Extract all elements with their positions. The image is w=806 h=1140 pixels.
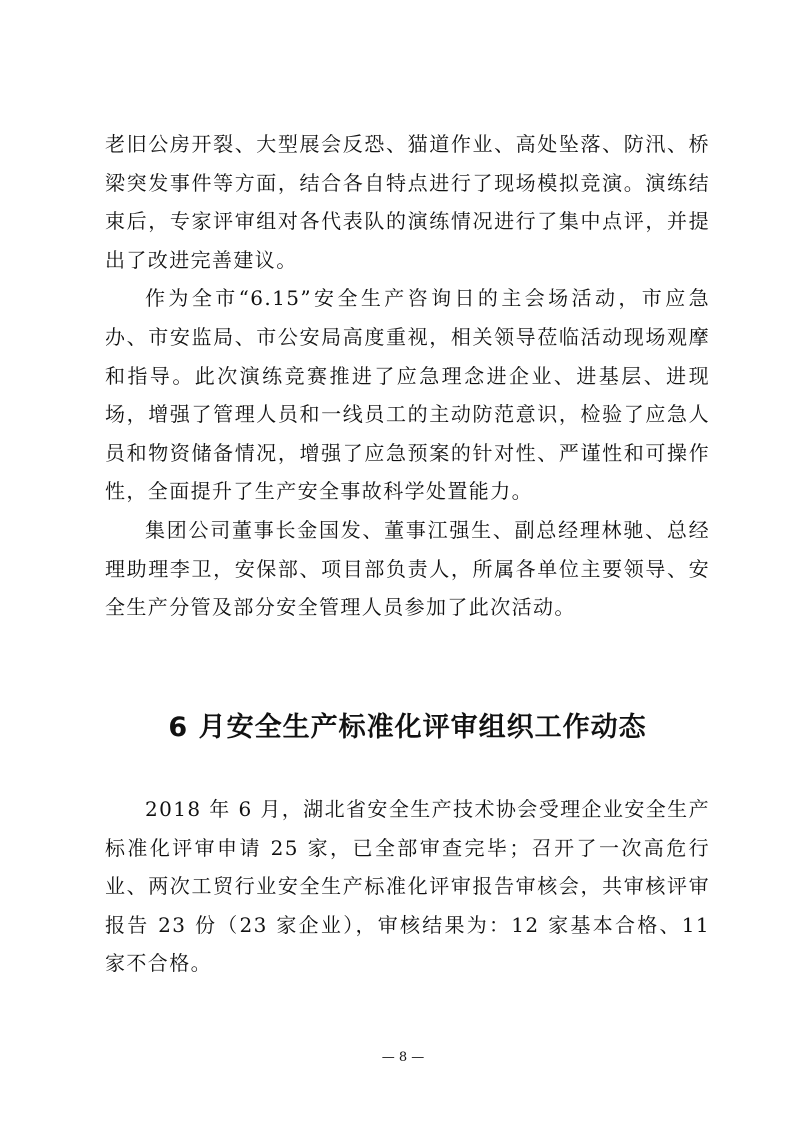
section-title: 6 月安全生产标准化评审组织工作动态 (168, 712, 647, 743)
page-number: — 8 — (381, 1050, 425, 1065)
paragraph-standardization-review: 2018 年 6 月，湖北省安全生产技术协会受理企业安全生产标准化评审申请 25 家，已全部审查完毕；召开了一次高危行业、两次工贸行业安全生产标准化评审报告审核会，共审核评审报告 23 份（23 家企业），审核结果为：12 家基本合格、11 家不合格。 (105, 797, 710, 976)
paragraph-consultation-day: 作为全市“6.15”安全生产咨询日的主会场活动，市应急办、市安监局、市公安局高度重视，相关领导莅临活动现场观摩和指导。此次演练竞赛推进了应急理念进企业、进基层、进现场，增强了管理人员和一线员工的主动防范意识，检验了应急人员和物资储备情况，增强了应急预案的针对性、严谨性和可操作性，全面提升了生产安全事故科学处置能力。 (105, 286, 710, 504)
top-text-block (105, 125, 710, 627)
paragraph-continuation: 老旧公房开裂、大型展会反恐、猫道作业、高处坠落、防汛、桥梁突发事件等方面，结合各自特点进行了现场模拟竞演。演练结束后，专家评审组对各代表队的演练情况进行了集中点评，并提出了改进完善建议。 (105, 132, 710, 272)
paragraph-attendees: 集团公司董事长金国发、董事江强生、副总经理林驰、总经理助理李卫，安保部、项目部负责人，所属各单位主要领导、安全生产分管及部分安全管理人员参加了此次活动。 (105, 517, 710, 620)
bottom-text-block (105, 790, 710, 983)
